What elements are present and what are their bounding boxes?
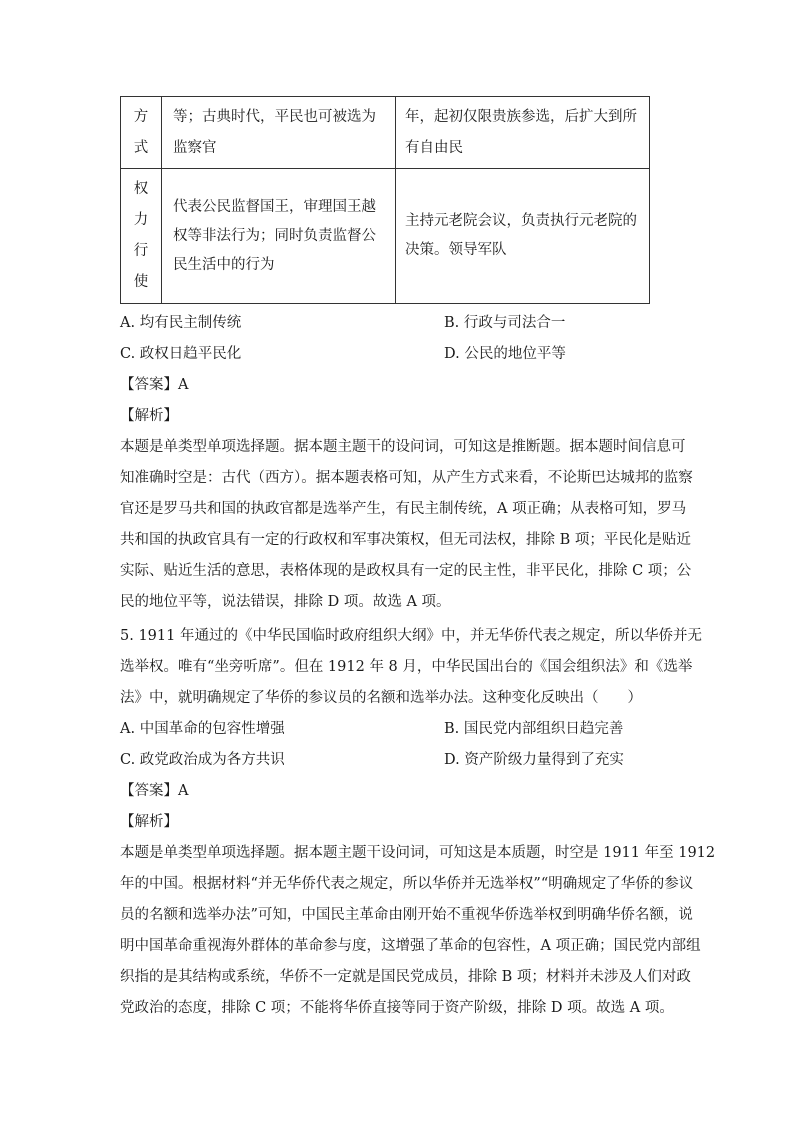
q4-option-a: A. 均有民主制传统 bbox=[120, 315, 242, 331]
q5-analysis-line: 员的名额和选举办法”可知，中国民主革命由刚开始不重视华侨选举权到明确华侨名额，说 bbox=[120, 907, 693, 923]
row-label-power bbox=[121, 169, 162, 304]
q5-option-d: D. 资产阶级力量得到了充实 bbox=[444, 752, 624, 768]
q5-stem-line: 法》中，就明确规定了华侨的参议员的名额和选举办法。这种变化反映出（ ） bbox=[120, 690, 642, 706]
q5-analysis-line: 年的中国。根据材料“并无华侨代表之规定，所以华侨并无选举权”“明确规定了华侨的参议 bbox=[120, 876, 694, 892]
q4-analysis-line: 民的地位平等，说法错误，排除 D 项。故选 A 项。 bbox=[120, 594, 451, 610]
q5-option-c: C. 政党政治成为各方共识 bbox=[120, 752, 285, 768]
table-row-power bbox=[121, 169, 650, 304]
q4-answer: 【答案】A bbox=[120, 377, 189, 393]
q5-analysis-title: 【解析】 bbox=[120, 814, 178, 830]
cell-sparta-power: 代表公民监督国王，审理国王越权等非法行为；同时负责监督公民生活中的行为 bbox=[162, 169, 396, 304]
q5-analysis-line: 织指的是其结构或系统，华侨不一定就是国民党成员，排除 B 项；材料并未涉及人们对政 bbox=[120, 969, 691, 985]
q5-stem-line: 5. 1911 年通过的《中华民国临时政府组织大纲》中，并无华侨代表之规定，所以华侨并无 bbox=[120, 628, 702, 644]
q4-option-c: C. 政权日趋平民化 bbox=[120, 346, 242, 362]
q4-analysis-title: 【解析】 bbox=[120, 408, 178, 424]
q4-analysis-line: 共和国的执政官具有一定的行政权和军事决策权，但无司法权，排除 B 项；平民化是贴近 bbox=[120, 532, 691, 548]
q5-analysis-line: 党政治的态度，排除 C 项；不能将华侨直接等同于资产阶级，排除 D 项。故选 A 项。 bbox=[120, 1000, 674, 1016]
q4-analysis-line: 实际、贴近生活的意思，表格体现的是政权具有一定的民主性，非平民化，排除 C 项；公 bbox=[120, 563, 692, 579]
row-label-char: 使 bbox=[133, 274, 149, 290]
q4-analysis-line: 知准确时空是：古代（西方）。据本题表格可知，从产生方式来看，不论斯巴达城邦的监察 bbox=[120, 470, 693, 486]
q5-stem-line: 选举权。唯有“坐旁听席”。但在 1912 年 8 月，中华民国出台的《国会组织法》和《选举 bbox=[120, 659, 693, 675]
comparison-table bbox=[120, 96, 650, 304]
cell-sparta-method: 等；古典时代，平民也可被选为监察官 bbox=[162, 97, 396, 169]
q4-analysis-line: 本题是单类型单项选择题。据本题主题干的设问词，可知这是推断题。据本题时间信息可 bbox=[120, 439, 686, 455]
row-label-char: 式 bbox=[133, 139, 149, 156]
q4-analysis-line: 官还是罗马共和国的执政官都是选举产生，有民主制传统，A 项正确；从表格可知，罗马 bbox=[120, 501, 687, 517]
q5-answer: 【答案】A bbox=[120, 783, 189, 799]
row-label-char: 权 bbox=[133, 181, 149, 197]
q5-analysis-line: 明中国革命重视海外群体的革命参与度，这增强了革命的包容性，A 项正确；国民党内部组 bbox=[120, 938, 701, 954]
q4-option-b: B. 行政与司法合一 bbox=[444, 315, 566, 331]
q4-option-d: D. 公民的地位平等 bbox=[444, 346, 566, 362]
q5-option-a: A. 中国革命的包容性增强 bbox=[120, 721, 285, 737]
cell-rome-method: 年，起初仅限贵族参选，后扩大到所有自由民 bbox=[396, 97, 650, 169]
row-label-char: 力 bbox=[133, 212, 149, 228]
row-label-method bbox=[121, 97, 162, 169]
table-row-method bbox=[121, 97, 650, 169]
q5-option-b: B. 国民党内部组织日趋完善 bbox=[444, 721, 624, 737]
row-label-char: 方 bbox=[133, 108, 149, 125]
cell-rome-power: 主持元老院会议，负责执行元老院的决策。领导军队 bbox=[396, 169, 650, 304]
row-label-char: 行 bbox=[133, 243, 149, 259]
q5-analysis-line: 本题是单类型单项选择题。据本题主题干设问词，可知这是本质题，时空是 1911 年至 1912 bbox=[120, 845, 716, 861]
